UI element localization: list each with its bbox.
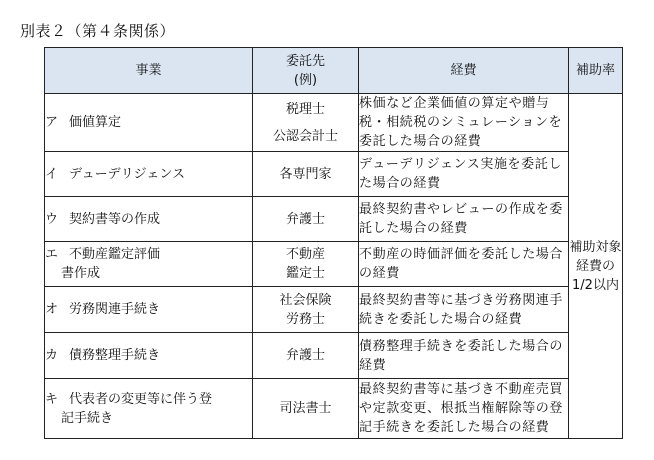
table-row: [45, 333, 623, 379]
page-title: 別表２（第４条関係）: [20, 22, 176, 40]
itaku-cell: 司法書士: [253, 379, 359, 439]
keihi-cell: 最終契約書等に基づき不動産売買や定款変更、根抵当権解除等の登記手続きを委託した場合の経費: [359, 379, 569, 439]
row-name: 債務整理手続き: [69, 348, 161, 363]
header-keihi: 経費: [359, 48, 569, 94]
itaku-line: 鑑定士: [285, 266, 325, 281]
row-name-continued: 書作成: [61, 266, 101, 281]
itaku-line: 公認会計士: [272, 128, 338, 144]
row-label: カ: [45, 348, 59, 363]
jigyo-cell: [45, 94, 253, 152]
jigyo-cell: [45, 152, 253, 197]
row-name: 労務関連手続き: [69, 302, 161, 317]
itaku-cell: 各専門家: [253, 152, 359, 197]
table-row: [45, 94, 623, 152]
table-row: [45, 152, 623, 197]
header-itaku-line1: 委託先: [285, 53, 325, 69]
row-name: 代表者の変更等に伴う登: [69, 391, 213, 407]
jigyo-cell: [45, 242, 253, 287]
itaku-line: 不動産: [285, 247, 325, 262]
table-row: [45, 197, 623, 242]
expense-table: [44, 47, 623, 439]
row-label: イ: [45, 166, 59, 182]
header-itaku-line2: (例): [293, 72, 318, 88]
itaku-cell: 弁護士: [253, 333, 359, 379]
table-row: [45, 242, 623, 287]
keihi-cell: 株価など企業価値の算定や贈与税・相続税のシミュレーションを委託した場合の経費: [359, 94, 569, 152]
itaku-cell: [253, 287, 359, 333]
jigyo-cell: [45, 333, 253, 379]
row-name: 価値算定: [69, 115, 122, 130]
itaku-line: 社会保険: [279, 292, 332, 308]
row-label: ア: [45, 115, 59, 130]
itaku-line: 税理士: [285, 101, 325, 117]
row-label: ウ: [45, 211, 59, 227]
jigyo-cell: [45, 197, 253, 242]
keihi-cell: 債務整理手続きを委託した場合の経費: [359, 333, 569, 379]
itaku-cell: [253, 242, 359, 287]
row-name: 不動産鑑定評価: [69, 247, 161, 262]
row-name: 契約書等の作成: [69, 211, 161, 227]
row-name-continued: 記手続き: [61, 410, 114, 426]
itaku-cell: [253, 94, 359, 152]
table-row: [45, 287, 623, 333]
table-row: [45, 379, 623, 439]
row-label: エ: [45, 247, 59, 262]
itaku-line: 労務士: [285, 311, 325, 327]
header-row: [45, 48, 623, 94]
keihi-cell: 最終契約書やレビューの作成を委託した場合の経費: [359, 197, 569, 242]
hojo-ritsu-cell: 補助対象経費の1/2以内: [569, 94, 623, 439]
jigyo-cell: [45, 287, 253, 333]
itaku-cell: 弁護士: [253, 197, 359, 242]
header-jigyo: 事業: [45, 48, 253, 94]
row-label: キ: [45, 391, 59, 407]
header-itaku: [253, 48, 359, 94]
row-name: デューデリジェンス: [69, 166, 185, 182]
header-hojo: 補助率: [569, 48, 623, 94]
keihi-cell: デューデリジェンス実施を委託した場合の経費: [359, 152, 569, 197]
jigyo-cell: [45, 379, 253, 439]
keihi-cell: 最終契約書等に基づき労務関連手続きを委託した場合の経費: [359, 287, 569, 333]
row-label: オ: [45, 302, 59, 317]
keihi-cell: 不動産の時価評価を委託した場合の経費: [359, 242, 569, 287]
